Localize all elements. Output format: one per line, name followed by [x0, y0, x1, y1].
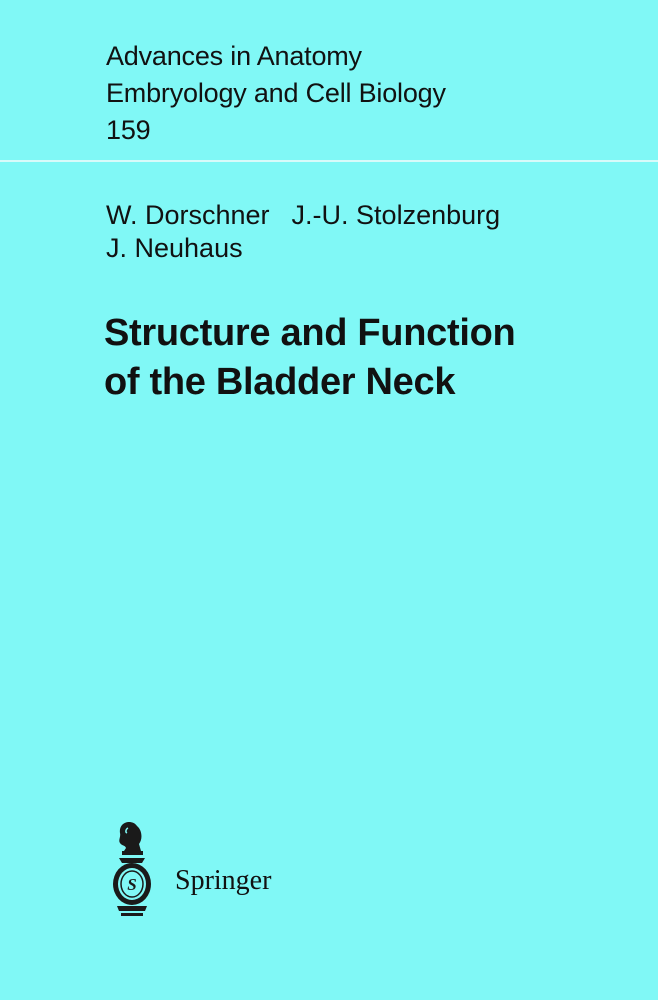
title-line-1: Structure and Function: [104, 312, 516, 354]
book-title: [104, 309, 515, 407]
author-3: J. Neuhaus: [106, 233, 243, 263]
divider-line: [0, 160, 658, 162]
author-2: J.-U. Stolzenburg: [291, 200, 501, 230]
series-title: [106, 38, 446, 149]
publisher: [107, 818, 327, 923]
publisher-name: Springer: [175, 865, 272, 896]
author-1: W. Dorschner: [106, 200, 270, 230]
series-line-1: Advances in Anatomy: [106, 41, 362, 71]
authors: [106, 199, 500, 265]
svg-text:S: S: [127, 875, 137, 894]
series-line-2: Embryology and Cell Biology: [106, 78, 446, 108]
springer-knight-icon: [107, 818, 157, 923]
series-volume: 159: [106, 115, 151, 145]
title-line-2: of the Bladder Neck: [104, 361, 456, 403]
